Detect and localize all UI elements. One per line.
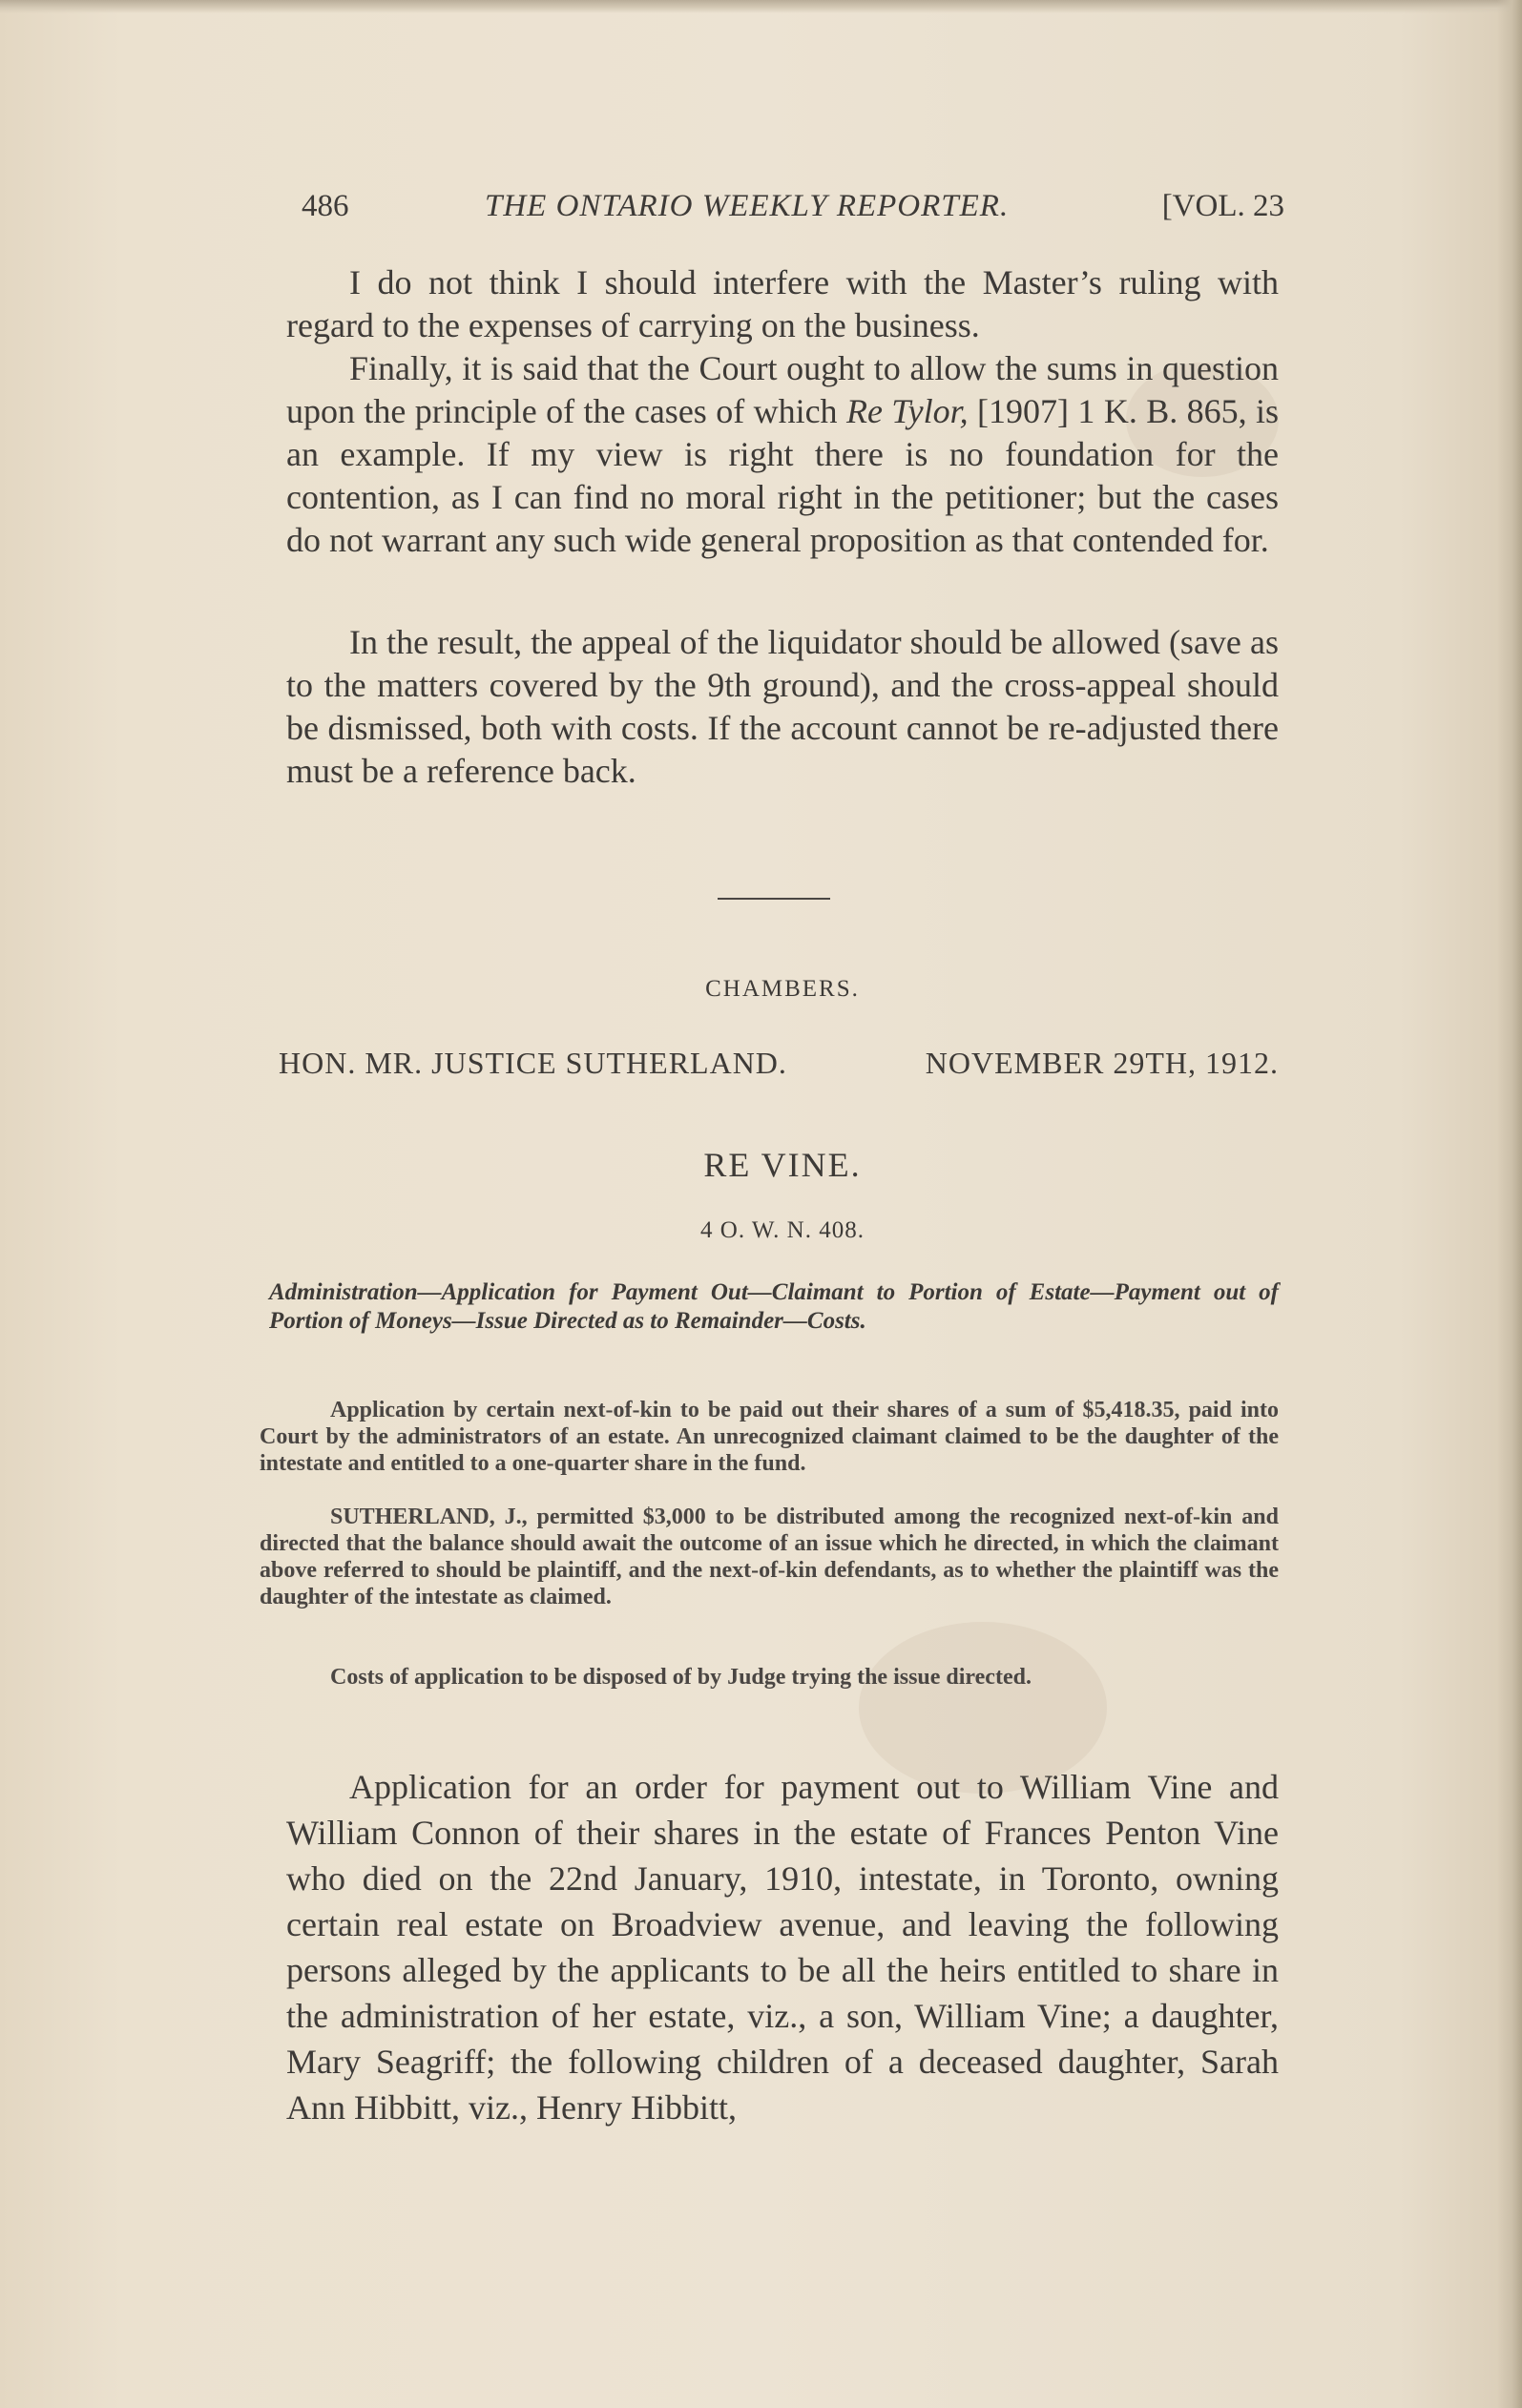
headnote: Administration—Application for Payment Out—Claimant to Portion of Estate—Payment out of Portion of Moneys—Issue Directed as to Remainder—Costs. bbox=[269, 1279, 1279, 1334]
summary-paragraph: Costs of application to be disposed of by Judge trying the issue directed. bbox=[330, 1665, 1032, 1690]
decision-date: NOVEMBER 29TH, 1912. bbox=[925, 1046, 1279, 1080]
case-citation: 4 O. W. N. 408. bbox=[700, 1217, 865, 1243]
judge-date-line bbox=[279, 1046, 1279, 1090]
publication-title: THE ONTARIO WEEKLY REPORTER. bbox=[485, 189, 1010, 223]
page-gutter-shadow bbox=[1497, 0, 1522, 2408]
paragraph-application: Application for an order for payment out to William Vine and William Connon of their shares in the estate of Frances Penton Vine who died on the 22nd January, 1910, intestate, in Toronto, owning certain real estate on Broadview avenue, and leaving the following persons alleged by the applicants to be all the heirs entitled to share in the administration of her estate, viz., a son, William Vine; a daughter, Mary Seagriff; the following children of a deceased daughter, Sarah Ann Hibbitt, viz., Henry Hibbitt, bbox=[286, 1768, 1279, 2127]
volume-label: [VOL. 23 bbox=[1161, 189, 1284, 223]
page-number: 486 bbox=[302, 189, 349, 223]
summary-paragraph: SUTHERLAND, J., permitted $3,000 to be distributed among the recognized next-of-kin and directed that the balance should await the outcome of an issue which he directed, in which the claimant above referred to should be plaintiff, and the next-of-kin defendants, as to whether the plaintiff was the daughter of the intestate as claimed. bbox=[260, 1505, 1279, 1609]
page-top-edge bbox=[0, 0, 1522, 13]
case-citation-re-tylor: Re Tylor, bbox=[845, 392, 969, 430]
judge-name: HON. MR. JUSTICE SUTHERLAND. bbox=[279, 1046, 787, 1080]
summary-paragraph: Application by certain next-of-kin to be paid out their shares of a sum of $5,418.35, paid into Court by the administrators of an estate. An unrecognized claimant claimed to be the daughter of the intestate and entitled to a one-quarter share in the fund. bbox=[260, 1398, 1279, 1476]
paragraph-re-tylor: Finally, it is said that the Court ought to allow the sums in question upon the principle of the cases of which Re Tylor, [1907] 1 K. B. 865, is an example. If my view is right there is no foundation for the contention, as I can find no moral right in the petitioner; but the cases do not warrant any such wide general proposition as that contended for. bbox=[286, 349, 1280, 559]
court-label: CHAMBERS. bbox=[705, 976, 860, 1002]
paragraph-masters-ruling: I do not think I should interfere with the Master’s ruling with regard to the expenses of carrying on the business. bbox=[286, 263, 1279, 344]
section-divider bbox=[718, 898, 830, 900]
case-title: RE VINE. bbox=[703, 1146, 862, 1184]
paragraph-result: In the result, the appeal of the liquidator should be allowed (save as to the matters covered by the 9th ground), and the cross-appeal should be dismissed, both with costs. If the account cannot be re-adjusted there must be a reference back. bbox=[286, 623, 1279, 790]
running-header bbox=[302, 189, 1284, 237]
